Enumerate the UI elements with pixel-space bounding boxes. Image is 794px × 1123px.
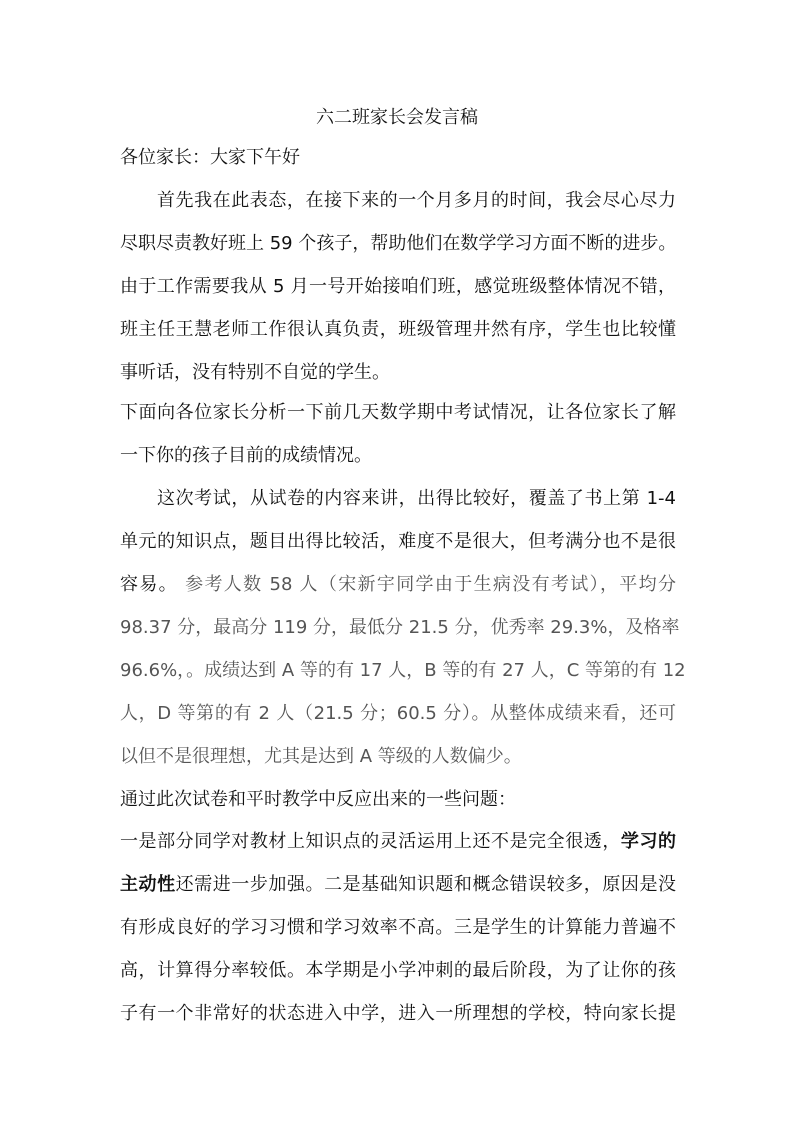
p5-line-3: 有形成良好的学习习惯和学习效率不高。三是学生的计算能力普遍不 bbox=[120, 917, 676, 938]
p4-line-1: 通过此次试卷和平时教学中反应出来的一些问题： bbox=[120, 789, 516, 810]
p5-line-2b: 还需进一步加强。二是基础知识题和概念错误较多，原因是没 bbox=[175, 874, 676, 895]
p3-line-3 bbox=[120, 575, 676, 595]
p1-line-5: 事听话，没有特别不自觉的学生。 bbox=[120, 362, 390, 383]
p3-line-3a: 容易。 bbox=[120, 574, 179, 595]
p5-line-1a: 一是部分同学对教材上知识点的灵活运用上还不是完全很透， bbox=[120, 831, 621, 852]
p2-line-1: 下面向各位家长分析一下前几天数学期中考试情况，让各位家长了解 bbox=[120, 402, 676, 423]
p5-line-2a: 主动性 bbox=[120, 874, 176, 895]
p5-line-1b: 学习的 bbox=[620, 831, 677, 852]
p1-line-4: 班主任王慧老师工作很认真负责，班级管理井然有序，学生也比较懂 bbox=[120, 319, 676, 340]
p5-line-4: 高，计算得分率较低。本学期是小学冲刺的最后阶段，为了让你的孩 bbox=[120, 960, 676, 981]
p3-line-3b: 参考人数 58 人（宋新宇同学由于生病没有考试），平均分 bbox=[185, 574, 676, 595]
greeting: 各位家长：大家下午好 bbox=[120, 147, 300, 168]
p3-line-1: 这次考试，从试卷的内容来讲，出得比较好，覆盖了书上第 1-4 bbox=[157, 488, 676, 509]
p1-line-1: 首先我在此表态，在接下来的一个月多月的时间，我会尽心尽力 bbox=[157, 190, 676, 211]
p2-line-2: 一下你的孩子目前的成绩情况。 bbox=[120, 445, 372, 466]
document-title: 六二班家长会发言稿 bbox=[316, 107, 478, 128]
p3-line-5: 96.6%，。成绩达到 A 等的有 17 人，B 等的有 27 人，C 等第的有 12 bbox=[120, 660, 686, 681]
p3-line-4: 98.37 分，最高分 119 分，最低分 21.5 分，优秀率 29.3%，及格率 bbox=[120, 617, 680, 638]
p3-line-2: 单元的知识点，题目出得比较活，难度不是很大，但考满分也不是很 bbox=[120, 531, 676, 552]
p1-line-2: 尽职尽责教好班上 59 个孩子，帮助他们在数学学习方面不断的进步。 bbox=[120, 233, 677, 254]
p3-line-6: 人，D 等第的有 2 人（21.5 分；60.5 分）。从整体成绩来看，还可 bbox=[120, 703, 676, 724]
p5-line-5: 子有一个非常好的状态进入中学，进入一所理想的学校，特向家长提 bbox=[120, 1003, 676, 1024]
p1-line-3: 由于工作需要我从 5 月一号开始接咱们班，感觉班级整体情况不错， bbox=[120, 276, 676, 297]
p5-line-1 bbox=[120, 832, 676, 852]
p3-line-7: 以但不是很理想，尤其是达到 A 等级的人数偏少。 bbox=[120, 746, 522, 767]
p5-line-2 bbox=[120, 875, 676, 895]
